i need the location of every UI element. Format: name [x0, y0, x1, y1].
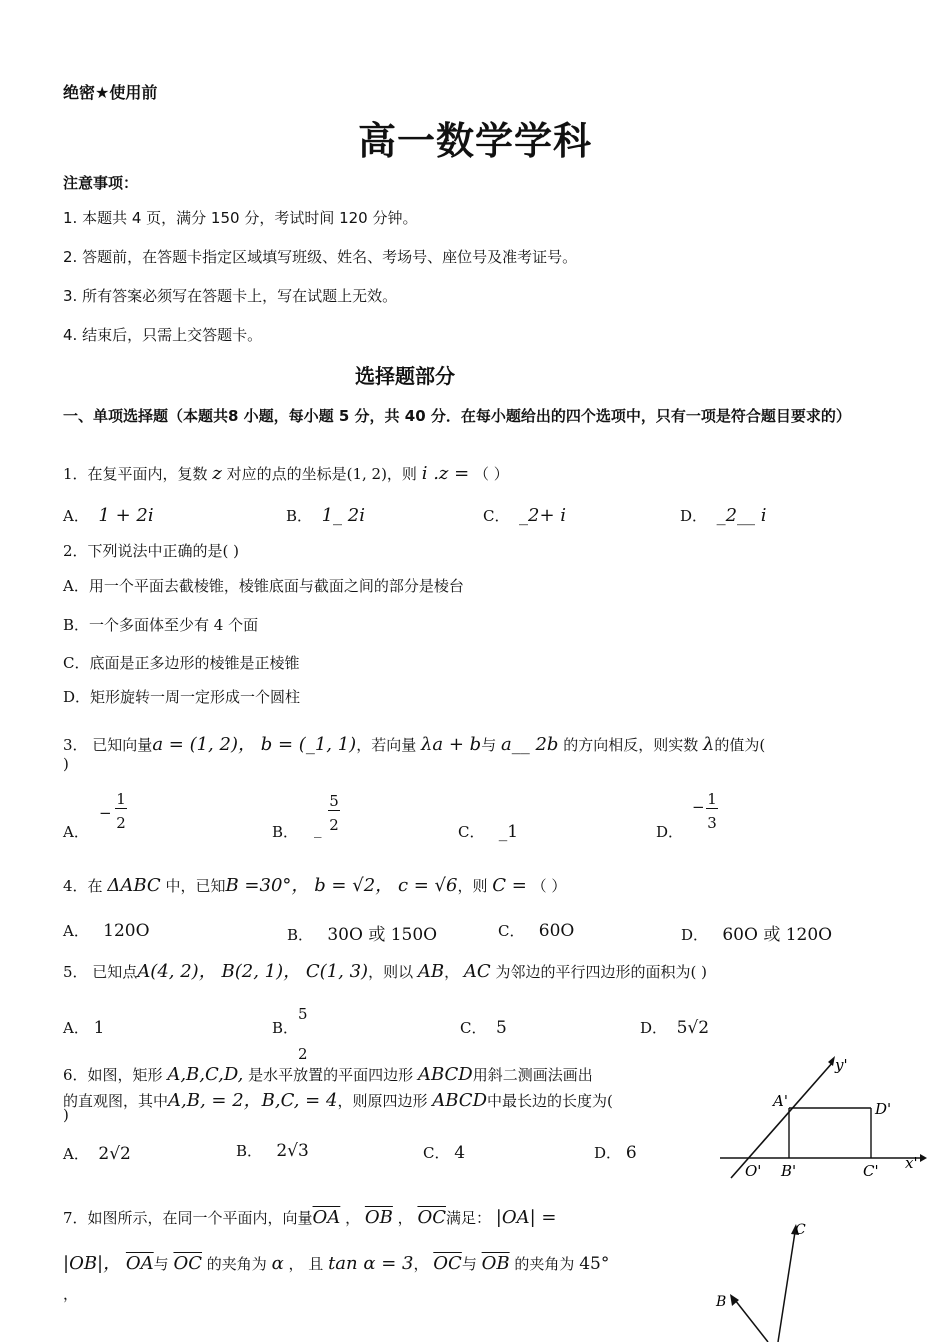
option-text: 1 [93, 1018, 105, 1038]
option-text: 30O 或 150O [327, 925, 438, 945]
fraction-denominator: 2 [298, 1045, 308, 1063]
vector-ob [735, 1300, 768, 1342]
q7-abs-oa: |OA| = [495, 1207, 557, 1228]
vector-oc [778, 1232, 795, 1342]
label-a-prime: A' [773, 1092, 788, 1110]
q3-vector-b: b = (_1, 1) [260, 734, 357, 755]
q6-option-b [236, 1140, 309, 1161]
q4-stem-b: 中，已知 [165, 877, 226, 895]
q7-vector-ob-2: $\overline{OB}$ [481, 1253, 510, 1274]
q6-rect: A,B,C,D, [167, 1064, 244, 1085]
option-label: A． [63, 823, 89, 841]
q4-stem-c: ，则 [457, 877, 488, 895]
q5-option-c [460, 1017, 507, 1038]
q5-ab: AB [417, 961, 445, 982]
q3-vector-a: a = (1, 2)， [152, 734, 256, 755]
option-text: 60O 或 120O [722, 925, 833, 945]
q4-option-d [681, 920, 832, 945]
note-item: 3. 所有答案必须写在答题卡上，写在试题上无效。 [63, 287, 398, 305]
option-label: B． [287, 926, 314, 944]
q4-cond-2: b = √2， [314, 875, 394, 896]
q1-option-d [680, 505, 767, 526]
option-text: 2√2 [98, 1144, 131, 1164]
label-x-prime: x' [905, 1154, 918, 1172]
option-text: 1_ 2i [321, 505, 365, 526]
q5-option-a [63, 1017, 104, 1038]
q1-paren: （ ） [474, 465, 509, 483]
fraction-numerator: 5 [298, 1005, 308, 1023]
q6-option-c [423, 1142, 465, 1163]
q3-combo-1: λa + b [421, 734, 482, 755]
q1-option-c [483, 505, 566, 526]
question-3 [63, 730, 765, 756]
question-7-line-3: ， [63, 1285, 79, 1303]
q4-stem-a: 4．在 [63, 877, 103, 895]
q6-line2-a: 的直观图，其中 [63, 1092, 169, 1110]
option-label: D． [594, 1144, 622, 1162]
option-label: B． [272, 823, 299, 841]
label-b: B [716, 1294, 727, 1310]
q7-line1-b: 满足： [445, 1209, 491, 1227]
option-text: 1 + 2i [98, 505, 154, 526]
q5-ac: AC [463, 961, 491, 982]
option-label: C． [423, 1144, 450, 1162]
y-axis [731, 1062, 833, 1178]
option-label: A． [63, 1019, 89, 1037]
option-label: C． [498, 922, 525, 940]
question-2: 2．下列说法中正确的是( ) [63, 542, 240, 560]
q4-cond-3: c = √6 [397, 875, 458, 896]
q3-stem-d: 的值为( [714, 736, 766, 754]
option-text: 2√3 [276, 1141, 309, 1161]
option-label: D． [681, 926, 709, 944]
q4-cond-1: B =30°， [225, 875, 310, 896]
label-c: C [795, 1222, 806, 1238]
q1-expr: i .z = [421, 463, 470, 484]
option-text: 6 [625, 1143, 637, 1163]
option-label: C． [460, 1019, 487, 1037]
q5-stem-b: ，则以 [368, 963, 414, 981]
confidential-label: 绝密★使用前 [63, 83, 158, 102]
question-6-line-3: ) [63, 1106, 69, 1124]
q2-option-a: A．用一个平面去截棱锥，棱锥底面与截面之间的部分是棱台 [63, 577, 464, 595]
q3-option-c [458, 821, 518, 842]
q3-stem-c: 的方向相反，则实数 [563, 736, 699, 754]
option-sign: _ [314, 820, 322, 838]
vector-figure [700, 1210, 820, 1342]
q7-sep-2: ， [397, 1209, 413, 1227]
q6-line2-c: 中最长边的长度为( [487, 1092, 613, 1110]
label-o-prime: O' [745, 1162, 762, 1180]
note-item: 4. 结束后，只需上交答题卡。 [63, 326, 263, 344]
q3-lambda: λ [703, 734, 715, 755]
option-label: B． [286, 507, 313, 525]
q7-line2-b-2: 与 [461, 1255, 477, 1273]
fraction-denominator: 2 [116, 814, 126, 832]
q4-paren: （ ） [531, 877, 567, 895]
q3-stem-b: ，若向量 [356, 736, 417, 754]
option-label: B． [272, 1019, 299, 1037]
q7-line2-d: ， 且 [288, 1255, 324, 1273]
q4-ask: C = [492, 875, 527, 896]
option-text: 60O [538, 921, 575, 941]
q7-line2-a: |OB|， [63, 1253, 122, 1274]
q1-stem-a: 1．在复平面内，复数 [63, 465, 208, 483]
q5-comma: ， [444, 963, 460, 981]
option-label: B． [236, 1142, 263, 1160]
option-text: _2+ i [519, 505, 567, 526]
q5-point-c: C(1, 3) [305, 961, 369, 982]
option-text: _2__ i [716, 505, 767, 526]
q6-line1-a: 6．如图，矩形 [63, 1066, 163, 1084]
exam-title: 高一数学学科 [357, 118, 592, 163]
y-axis-arrow [828, 1056, 835, 1066]
q7-line2-f: 的夹角为 [514, 1255, 575, 1273]
q7-vector-oc-3: $\overline{OC}$ [433, 1253, 462, 1274]
q7-line2-b: 与 [153, 1255, 169, 1273]
q1-option-a [63, 505, 154, 526]
option-label: C． [458, 823, 485, 841]
question-7-line-1 [63, 1207, 556, 1228]
q7-line2-e: ， [413, 1255, 429, 1273]
option-label: A． [63, 922, 89, 940]
q6-line1-c: 用斜二测画法画出 [472, 1066, 593, 1084]
oblique-projection-figure [715, 1050, 945, 1185]
option-text: 5 [496, 1018, 507, 1038]
option-text: 5√2 [676, 1018, 710, 1038]
q6-option-a [63, 1143, 131, 1164]
fraction-numerator: 1 [116, 790, 126, 808]
q5-point-a: A(4, 2)， [137, 961, 217, 982]
q7-vector-ob: $\overline{OB}$ [364, 1207, 393, 1228]
fraction-denominator: 3 [707, 814, 717, 832]
q4-option-b [287, 920, 437, 945]
fraction-numerator: 1 [707, 790, 717, 808]
q7-line2-c: 的夹角为 [206, 1255, 267, 1273]
fraction-denominator: 2 [329, 816, 339, 834]
q7-tan: tan α = 3 [328, 1253, 414, 1274]
q7-sep: ， [345, 1209, 361, 1227]
option-text: _1 [498, 822, 519, 842]
option-label: C． [483, 507, 510, 525]
label-c-prime: C' [863, 1162, 879, 1180]
q6-line1-b: 是水平放置的平面四边形 [248, 1066, 414, 1084]
option-sign: − [692, 798, 705, 816]
q2-option-b: B．一个多面体至少有 4 个面 [63, 616, 259, 634]
q6-line2-b: ，则原四边形 [337, 1092, 428, 1110]
note-item: 2. 答题前，在答题卡指定区域填写班级、姓名、考场号、座位号及准考证号。 [63, 248, 578, 266]
option-label: A． [63, 1145, 89, 1163]
question-4 [63, 871, 566, 897]
q7-line1-a: 7．如图所示，在同一个平面内，向量 [63, 1209, 313, 1227]
section-instructions: 一、单项选择题（本题共8 小题，每小题 5 分，共 40 分．在每小题给出的四个选项中，只有一项是符合题目要求的） [63, 407, 851, 425]
option-label: D． [656, 823, 684, 841]
q7-vector-oa: $\overline{OA}$ [312, 1207, 341, 1228]
q3-close: ) [63, 755, 69, 773]
q3-stem-a: 3． 已知向量 [63, 736, 153, 754]
q3-combo-2: a__ 2b [500, 734, 559, 755]
label-y-prime: y' [835, 1056, 848, 1074]
question-7-line-2 [63, 1249, 609, 1275]
q1-stem-b: 对应的点的坐标是(1, 2)，则 [226, 465, 417, 483]
q4-option-a [63, 920, 150, 941]
q7-vector-oa-2: $\overline{OA}$ [125, 1253, 154, 1274]
label-b-prime: B' [781, 1162, 797, 1180]
option-label: D． [640, 1019, 668, 1037]
x-axis-arrow [920, 1154, 927, 1162]
option-text: 4 [454, 1143, 466, 1163]
question-1 [63, 463, 509, 484]
q6-abcd-2: ABCD [432, 1090, 488, 1111]
q5-stem-a: 5． 已知点 [63, 963, 138, 981]
q1-var: z [212, 463, 222, 484]
q6-abcd: ABCD [417, 1064, 473, 1085]
option-label: D． [680, 507, 708, 525]
option-text: 120O [103, 921, 150, 941]
q7-vector-oc: $\overline{OC}$ [417, 1207, 446, 1228]
question-6-line-1 [63, 1064, 593, 1085]
section-title: 选择题部分 [355, 364, 455, 388]
label-d-prime: D' [875, 1100, 892, 1118]
question-5 [63, 957, 707, 983]
q5-option-d [640, 1017, 709, 1038]
fraction-numerator: 5 [329, 792, 339, 810]
q5-point-b: B(2, 1)， [221, 961, 302, 982]
note-item: 1. 本题共 4 页，满分 150 分，考试时间 120 分钟。 [63, 209, 418, 227]
q4-triangle: ΔABC [107, 875, 161, 896]
q4-option-c [498, 920, 574, 941]
q2-option-c: C．底面是正多边形的棱锥是正棱锥 [63, 654, 300, 672]
q3-mid: 与 [481, 736, 497, 754]
q7-alpha: α [271, 1253, 284, 1274]
q5-stem-c: 为邻边的平行四边形的面积为( ) [495, 963, 707, 981]
option-label: A． [63, 507, 89, 525]
notes-heading: 注意事项： [63, 174, 139, 192]
option-sign: − [99, 804, 112, 822]
q2-option-d: D．矩形旋转一周一定形成一个圆柱 [63, 688, 301, 706]
q7-angle: 45° [579, 1254, 610, 1274]
q6-cond: A,B, = 2，B,C, = 4 [168, 1090, 338, 1111]
q7-vector-oc-2: $\overline{OC}$ [173, 1253, 202, 1274]
q6-option-d [594, 1142, 637, 1163]
question-6-line-2 [63, 1086, 613, 1112]
q1-option-b [286, 505, 365, 526]
